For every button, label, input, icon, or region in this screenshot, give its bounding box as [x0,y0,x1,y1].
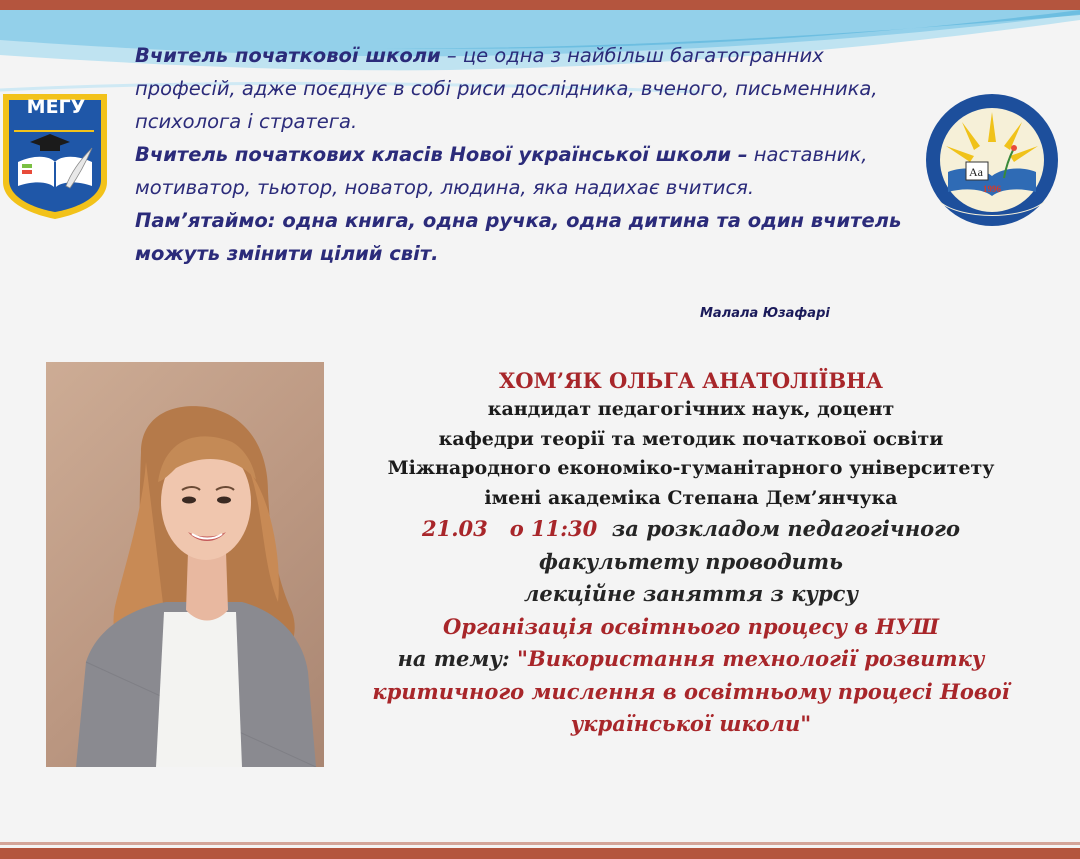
quote-text-2: наставник, мотиватор, тьютор, новатор, людина, яка надихає вчитися. [135,143,868,199]
quote-term-2: Вчитель початкових класів Нової української школи – [135,143,748,166]
speaker-university-name: імені академіка Степана Дем’янчука [484,486,898,509]
founding-year: 1996 [983,184,1001,194]
department-seal-icon [922,92,1062,228]
lecture-info [336,366,1046,741]
topic-line-1 [336,643,1046,676]
event-line-3: лекційне заняття з курсу [523,581,859,606]
course-title: Організація освітнього процесу в НУШ [442,613,940,639]
university-logo [0,90,110,220]
quote-paragraph-2 [135,138,925,204]
portrait-illustration [46,362,324,767]
topic-prefix: на тему: [397,646,517,671]
event-line-1: за розкладом педагогічного [611,516,960,541]
quote-paragraph-3: Пам’ятаймо: одна книга, одна ручка, одна дитина та один вчитель можуть змінити цілий світ. [135,209,902,265]
topic-line-3: української школи" [570,711,812,736]
bottom-frame [0,848,1080,859]
speaker-name: ХОМ’ЯК ОЛЬГА АНАТОЛІЇВНА [498,368,884,393]
department-logo [922,92,1062,228]
topic-text-1: "Використання технології розвитку [517,646,985,671]
quote-term-1: Вчитель початкової школи [135,44,441,67]
quote-block [135,39,925,270]
topic-line-2: критичного мислення в освітньому процесі Нової [372,678,1010,704]
logo-abbreviation: МЕГУ [26,96,86,118]
svg-text:Aa: Aa [969,165,983,179]
quote-author: Малала Юзафарі [700,306,830,321]
top-frame [0,0,1080,10]
speaker-university: Міжнародного економіко-гуманітарного університету [387,457,995,479]
speaker-degree: кандидат педагогічних наук, доцент [487,398,895,420]
event-line-2: факультету проводить [539,548,843,574]
speaker-photo [46,362,324,767]
event-date: 21.03 [422,516,488,541]
quote-text-1: – це одна з найбільш багатогранних професій, адже поєднує в собі риси дослідника, вченого, письменника, психолога і стратега. [135,44,878,133]
bottom-frame-line [0,842,1080,845]
event-schedule [336,513,1046,546]
quote-paragraph-1 [135,39,925,138]
event-time: о 11:30 [509,516,598,541]
speaker-department: кафедри теорії та методик початкової освіти [438,427,944,450]
